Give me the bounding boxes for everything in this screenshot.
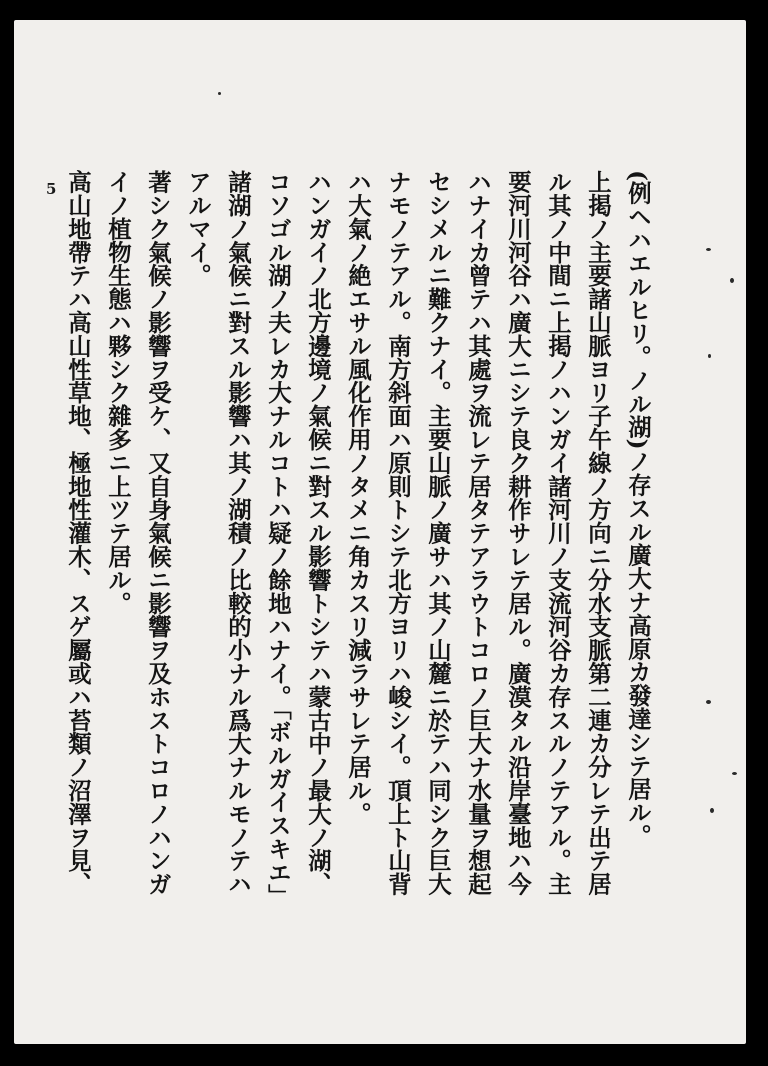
text-column: コソゴル湖ノ夫レカ大ナルコトハ疑ノ餘地ハナイ。「ボルガイスキエ」 (264, 170, 292, 908)
text-column: 著シク氣候ノ影響ヲ受ケ、又自身氣候ニ影響ヲ及ホストコロノハンガ (144, 170, 172, 896)
text-column: ル其ノ中間ニ上掲ノハンガイ諸河川ノ支流河谷カ存スルノテアル。主 (544, 170, 572, 896)
text-column: アルマイ。 (184, 170, 212, 287)
vertical-text-body (58, 170, 658, 990)
text-column: (例ヘハエルヒリ。ノル湖)ノ存スル廣大ナ高原カ發達シテ居ル。 (624, 170, 652, 848)
dust-speck (218, 92, 221, 95)
text-column: 高山地帶テハ高山性草地、極地性灌木、スゲ屬或ハ苔類ノ沼澤ヲ見、 (64, 170, 92, 896)
text-column: イノ植物生態ハ夥シク雜多ニ上ツテ居ル。 (104, 170, 132, 615)
dust-speck (708, 354, 711, 358)
dust-speck (732, 772, 737, 775)
text-column: 要河川河谷ハ廣大ニシテ良ク耕作サレテ居ル。廣漠タル沿岸臺地ハ今 (504, 170, 532, 896)
text-column: 諸湖ノ氣候ニ對スル影響ハ其ノ湖積ノ比較的小ナル爲大ナルモノテハ (224, 170, 252, 896)
text-column: ハ大氣ノ絶エサル風化作用ノタメニ角カスリ減ラサレテ居ル。 (344, 170, 372, 826)
text-column: セシメルニ難クナイ。主要山脈ノ廣サハ其ノ山麓ニ於テハ同シク巨大 (424, 170, 452, 896)
dust-speck (706, 248, 711, 251)
text-column: 上掲ノ主要諸山脈ヨリ子午線ノ方向ニ分水支脈第二連カ分レテ出テ居 (584, 170, 612, 896)
document-page (14, 20, 746, 1044)
dust-speck (730, 278, 734, 283)
page-number: 5 (46, 180, 57, 198)
dust-speck (710, 808, 714, 813)
text-column: ハンガイノ北方邊境ノ氣候ニ對スル影響トシテハ蒙古中ノ最大ノ湖、 (304, 170, 332, 896)
text-column: ハナイカ曾テハ其處ヲ流レテ居タテアラウトコロノ巨大ナ水量ヲ想起 (464, 170, 492, 896)
text-column: ナモノテアル。南方斜面ハ原則トシテ北方ヨリハ峻シイ。頂上ト山背 (384, 170, 412, 896)
dust-speck (706, 700, 711, 704)
